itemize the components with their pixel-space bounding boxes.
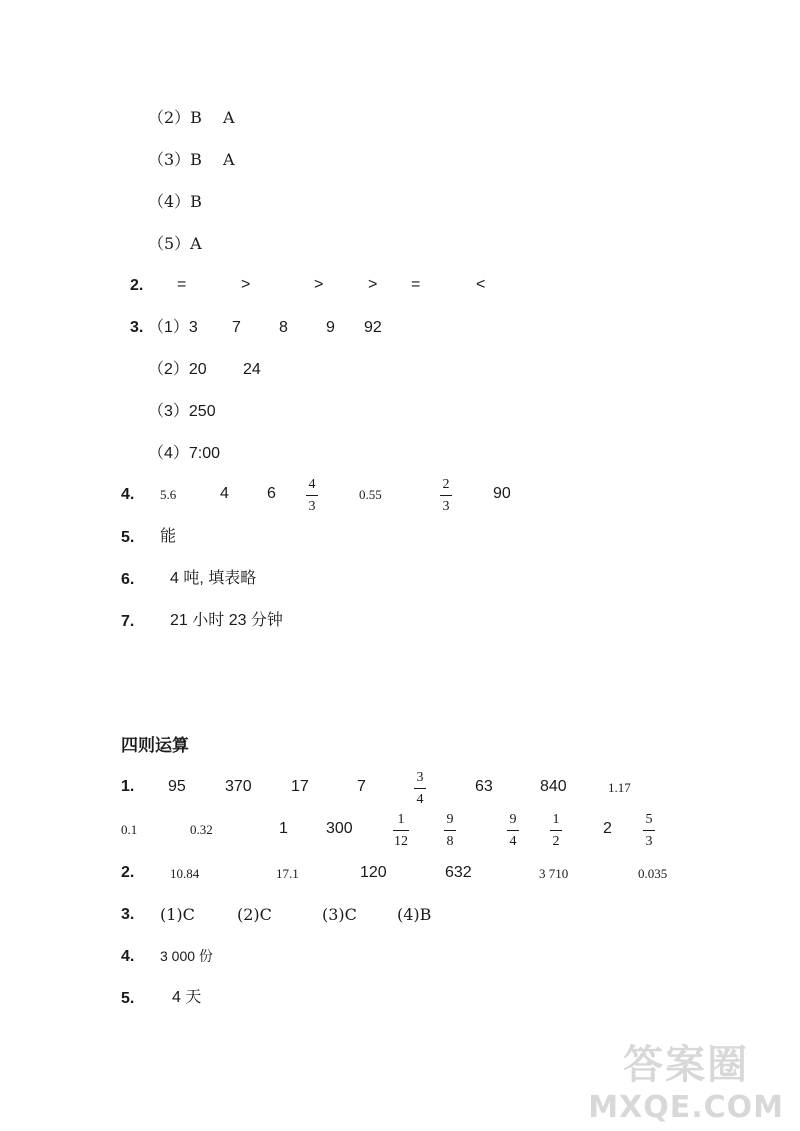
fraction-bar [306, 495, 318, 496]
s2-q3-value: (3)C [322, 905, 357, 924]
q5-number: 5. [121, 529, 135, 546]
s2-q1-fraction [550, 813, 562, 849]
q4-value: 0.55 [359, 487, 382, 502]
s2-q5-answer: 4 天 [172, 989, 202, 1006]
fraction-denominator: 4 [509, 834, 517, 849]
q1-item-2-answer: A [223, 108, 235, 127]
q2-symbol: = [411, 276, 421, 293]
fraction-numerator: 9 [446, 812, 454, 827]
q1-item-4-label: （4）B [148, 192, 202, 211]
q2-symbol: = [177, 276, 187, 293]
s2-q3-value: (2)C [237, 905, 272, 924]
s2-q1-value: 1 [279, 820, 288, 837]
s2-q3-number: 3. [121, 906, 135, 923]
s2-q1-fraction [393, 813, 409, 849]
q3-number: 3. [130, 319, 144, 336]
q4-fraction [306, 478, 318, 514]
q3-line3: （3）250 [148, 403, 216, 420]
q4-number: 4. [121, 486, 135, 503]
q1-item-3-label: （3）B [148, 150, 202, 169]
s2-q1-value: 0.32 [190, 822, 213, 837]
fraction-bar [444, 830, 456, 831]
q3-line1-label: （1）3 [148, 319, 198, 336]
s2-q3-value: (1)C [160, 905, 195, 924]
s2-q1-fraction [507, 813, 519, 849]
q4-value: 90 [493, 485, 511, 502]
q1-item-3-answer: A [223, 150, 235, 169]
q3-line2-value: 24 [243, 361, 261, 378]
fraction-numerator: 5 [645, 812, 653, 827]
fraction-bar [414, 788, 426, 789]
s2-q2-value: 3 710 [539, 866, 569, 881]
fraction-bar [393, 830, 409, 831]
q2-number: 2. [130, 277, 144, 294]
fraction-numerator: 4 [308, 477, 316, 492]
s2-q1-value: 17 [291, 778, 309, 795]
fraction-numerator: 1 [552, 812, 560, 827]
q6-answer: 4 吨, 填表略 [170, 570, 257, 587]
s2-q2-value: 0.035 [638, 866, 668, 881]
q2-symbol: < [476, 276, 486, 293]
q3-line1-value: 8 [279, 319, 288, 336]
watermark-logo-text: 答案圈 [623, 1042, 750, 1088]
q7-answer: 21 小时 23 分钟 [170, 612, 283, 629]
fraction-numerator: 2 [442, 477, 450, 492]
s2-q1-value: 370 [225, 778, 252, 795]
q6-number: 6. [121, 571, 135, 588]
s2-q4-number: 4. [121, 948, 135, 965]
s2-q4-answer: 3 000 份 [160, 948, 213, 964]
q1-item-2-label: （2）B [148, 108, 202, 127]
fraction-denominator: 3 [442, 499, 450, 514]
s2-q1-fraction [414, 771, 426, 807]
fraction-numerator: 9 [509, 812, 517, 827]
q7-number: 7. [121, 613, 135, 630]
s2-q1-fraction [643, 813, 655, 849]
s2-q2-value: 17.1 [276, 866, 299, 881]
s2-q1-value: 1.17 [608, 780, 631, 795]
q4-value: 6 [267, 485, 276, 502]
s2-q1-value: 300 [326, 820, 353, 837]
fraction-denominator: 3 [308, 499, 316, 514]
q3-line1-value: 92 [364, 319, 382, 336]
fraction-denominator: 2 [552, 834, 560, 849]
fraction-denominator: 8 [446, 834, 454, 849]
s2-q1-value: 2 [603, 820, 612, 837]
s2-q1-number: 1. [121, 778, 135, 795]
s2-q1-value: 0.1 [121, 822, 138, 837]
s2-q5-number: 5. [121, 990, 135, 1007]
s2-q3-value: (4)B [397, 905, 432, 924]
q2-symbol: > [241, 276, 251, 293]
q3-line1-value: 9 [326, 319, 335, 336]
watermark [588, 1033, 784, 1125]
q4-value: 4 [220, 485, 229, 502]
q5-answer: 能 [160, 528, 177, 545]
q2-symbol: > [314, 276, 324, 293]
s2-q1-value: 63 [475, 778, 493, 795]
q3-line2-label: （2）20 [148, 361, 207, 378]
fraction-denominator: 12 [394, 834, 408, 849]
fraction-bar [550, 830, 562, 831]
watermark-url: MXQE.COM [588, 1090, 784, 1125]
s2-q2-number: 2. [121, 864, 135, 881]
section-title: 四则运算 [121, 736, 189, 756]
q2-symbol: > [368, 276, 378, 293]
fraction-bar [643, 830, 655, 831]
q1-item-5-label: （5）A [148, 234, 202, 253]
s2-q1-value: 840 [540, 778, 567, 795]
s2-q2-value: 632 [445, 864, 472, 881]
s2-q2-value: 10.84 [170, 866, 200, 881]
s2-q1-fraction [444, 813, 456, 849]
s2-q2-value: 120 [360, 864, 387, 881]
fraction-bar [440, 495, 452, 496]
fraction-numerator: 3 [416, 770, 424, 785]
fraction-numerator: 1 [397, 812, 405, 827]
s2-q1-value: 95 [168, 778, 186, 795]
q4-value: 5.6 [160, 487, 177, 502]
q3-line4: （4）7:00 [148, 445, 221, 462]
s2-q1-value: 7 [357, 778, 366, 795]
fraction-denominator: 3 [645, 834, 653, 849]
fraction-bar [507, 830, 519, 831]
fraction-denominator: 4 [416, 792, 424, 807]
q4-fraction [440, 478, 452, 514]
q3-line1-value: 7 [232, 319, 241, 336]
